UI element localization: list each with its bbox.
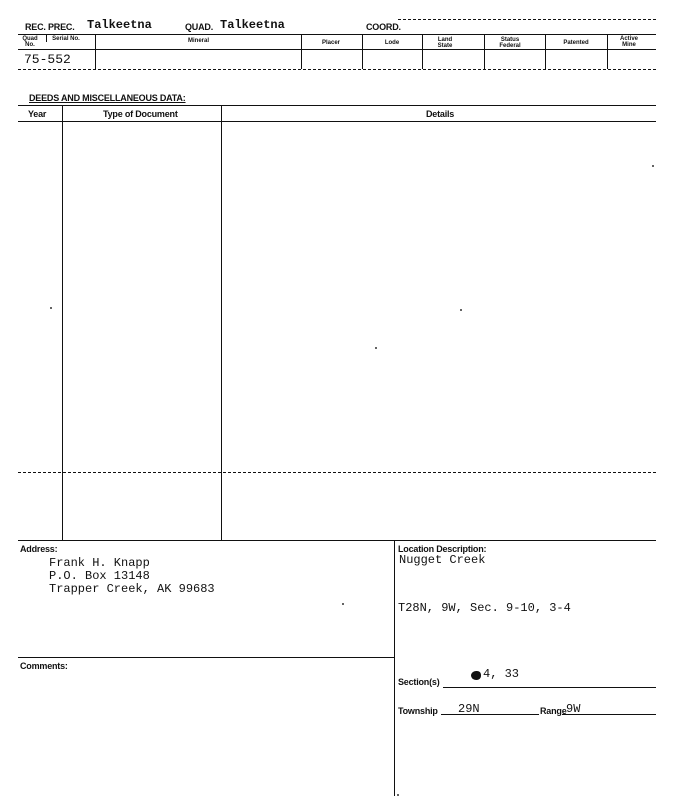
col-status-federal: Status Federal [499, 37, 521, 49]
deeds-header-rule [18, 121, 656, 122]
col-serial-no: Serial No. [52, 36, 80, 42]
comments-rule [18, 657, 394, 658]
deeds-divider-year [62, 106, 63, 540]
deeds-divider-type [221, 106, 222, 540]
divider-placer [362, 35, 363, 69]
speck [342, 603, 344, 605]
speck [460, 309, 462, 311]
rec-prec-value: Talkeetna [87, 18, 152, 32]
divider-lode [422, 35, 423, 69]
location-legal-description: T28N, 9W, Sec. 9-10, 3-4 [398, 601, 571, 615]
township-label: Township [398, 706, 438, 716]
speck [397, 794, 399, 796]
header-rule [18, 34, 656, 35]
speck [652, 165, 654, 167]
bottom-divider [394, 541, 395, 796]
col-land-state: Land State [437, 37, 453, 49]
divider-mineral [301, 35, 302, 69]
divider-status [545, 35, 546, 69]
coord-label: COORD. [366, 22, 401, 32]
section-value: 4, 33 [483, 667, 520, 681]
rec-prec-label: REC. PREC. [25, 22, 75, 32]
col-year: Year [28, 109, 47, 119]
bottom-section-rule [18, 540, 656, 541]
divider-serial [95, 35, 96, 69]
quad-value: Talkeetna [220, 18, 285, 32]
divider-land-state [484, 35, 485, 69]
top-dashed-rule [398, 19, 656, 20]
township-value: 29N [458, 702, 480, 716]
col-type-of-document: Type of Document [103, 109, 178, 119]
col-active-mine: Active Mine [619, 36, 638, 48]
range-label: Range [540, 706, 567, 716]
comments-label: Comments: [20, 661, 68, 671]
section-label: Section(s) [398, 677, 440, 687]
address-label: Address: [20, 544, 58, 554]
col-details: Details [426, 109, 455, 119]
record-row-rule [18, 69, 656, 70]
deeds-section-title: DEEDS AND MISCELLANEOUS DATA: [29, 93, 186, 103]
col-patented: Patented [563, 40, 589, 46]
township-underline [441, 714, 539, 715]
speck [50, 307, 52, 309]
address-line-1: Frank H. Knapp [49, 556, 150, 570]
col-lode: Lode [384, 40, 400, 46]
divider-quad [46, 35, 47, 42]
location-name: Nugget Creek [399, 553, 486, 567]
section-ink-blot [471, 671, 481, 680]
col-quad-no: Quad No. [22, 36, 38, 48]
deeds-top-rule [18, 105, 656, 106]
col-placer: Placer [321, 40, 340, 46]
range-value: 9W [566, 702, 581, 716]
section-underline [443, 687, 656, 688]
column-header-rule [18, 49, 656, 50]
quad-label: QUAD. [185, 22, 213, 32]
deeds-middle-dashed-rule [18, 472, 656, 473]
quad-serial-value: 75-552 [24, 52, 71, 67]
speck [375, 347, 377, 349]
divider-patented [607, 35, 608, 69]
address-line-3: Trapper Creek, AK 99683 [49, 582, 215, 596]
location-description-label: Location Description: [398, 544, 487, 554]
address-line-2: P.O. Box 13148 [49, 569, 150, 583]
col-mineral: Mineral [187, 38, 209, 44]
